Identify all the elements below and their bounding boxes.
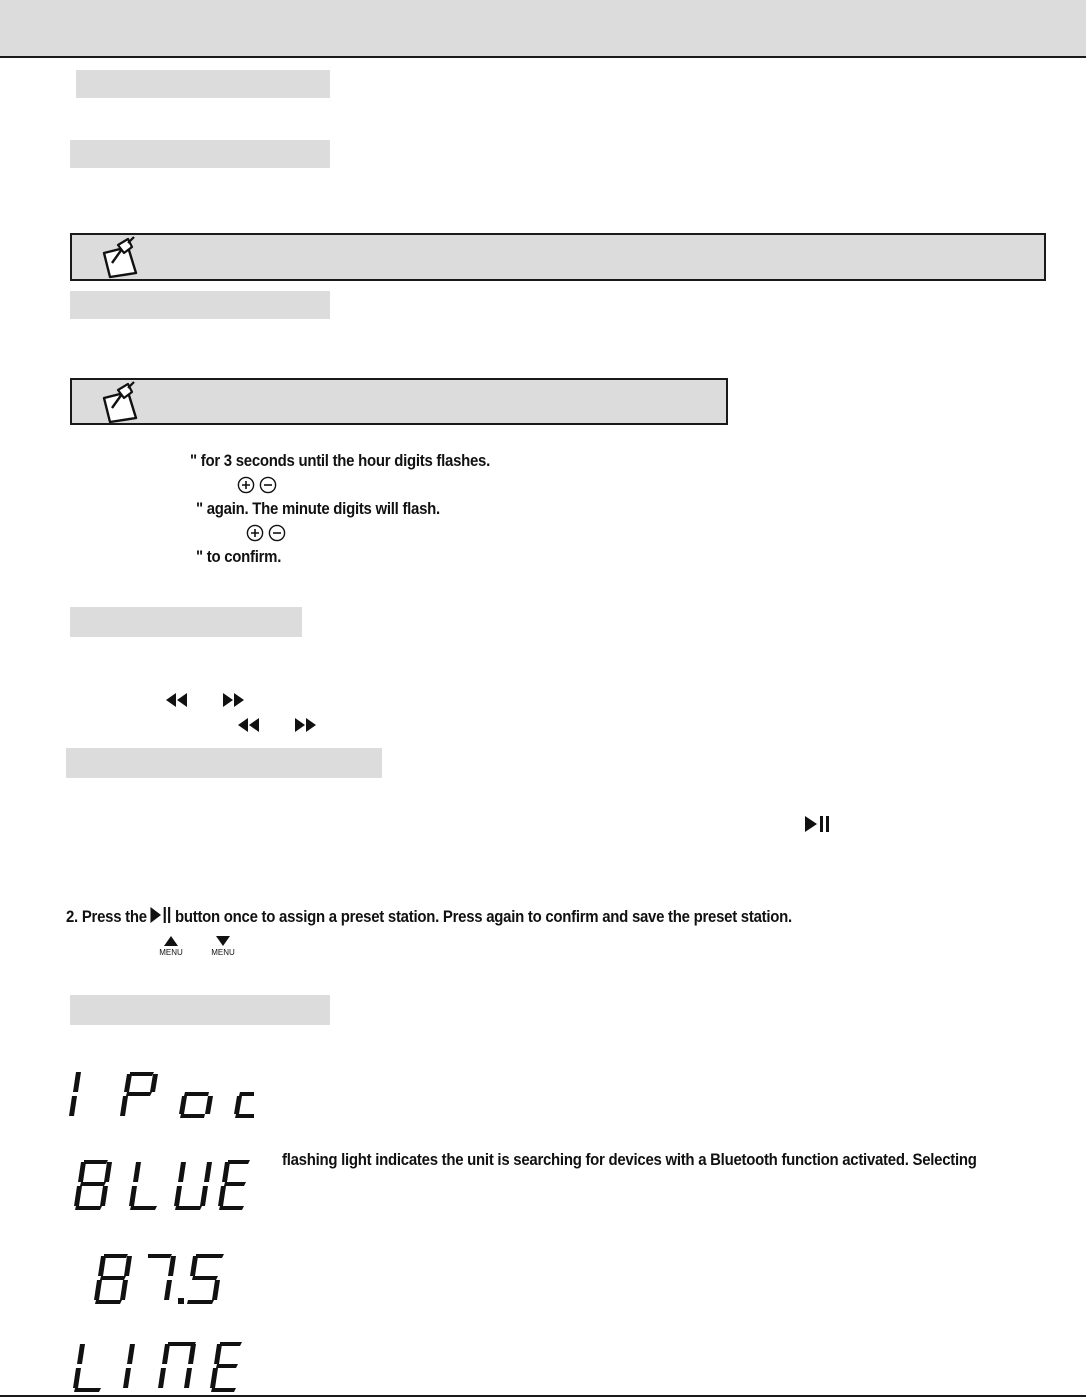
fast-forward-icon [222,692,246,708]
section-heading-2 [70,140,330,168]
fast-forward-icon [294,717,318,733]
menu-down-button [210,935,236,957]
lcd-display-frequency [92,1252,232,1308]
play-pause-icon [804,815,830,833]
rewind-icon [236,717,260,733]
menu-up-button [158,935,184,957]
clock-step-5-text: " to confirm. [196,547,282,566]
page-header-bar [0,0,1086,58]
lcd-display-blue [72,1158,252,1212]
menu-down-label: MENU [211,948,235,957]
bluetooth-description: flashing light indicates the unit is searching for devices with a Bluetooth function activated. Selecting [282,1150,977,1169]
preset-step-2-lead: 2. Press the [66,907,147,926]
lcd-display-line [68,1340,248,1394]
section-heading-6 [70,995,330,1025]
pushpin-note-icon [98,380,142,424]
clock-step-1-text: " for 3 seconds until the hour digits flashes. [190,451,491,470]
plus-circle-icon [246,524,264,542]
preset-step-2 [66,906,792,927]
clock-step-3-text: " again. The minute digits will flash. [196,499,440,518]
note-box-1 [70,233,1046,281]
section-heading-5 [66,748,382,778]
note-box-2 [70,378,728,425]
section-heading-1 [76,70,330,98]
menu-up-icon [163,935,179,947]
section-heading-4 [70,607,302,637]
minus-circle-icon [268,524,286,542]
plus-circle-icon [237,476,255,494]
menu-down-icon [215,935,231,947]
menu-up-label: MENU [159,948,183,957]
section-heading-3 [70,291,330,319]
page-footer-line [0,1395,1086,1397]
lcd-display-ipod [64,1068,254,1122]
minus-circle-icon [259,476,277,494]
rewind-icon [164,692,188,708]
preset-step-2-rest: button once to assign a preset station. Press again to confirm and save the preset station. [174,907,792,926]
play-pause-icon [149,906,174,924]
pushpin-note-icon [98,235,142,279]
